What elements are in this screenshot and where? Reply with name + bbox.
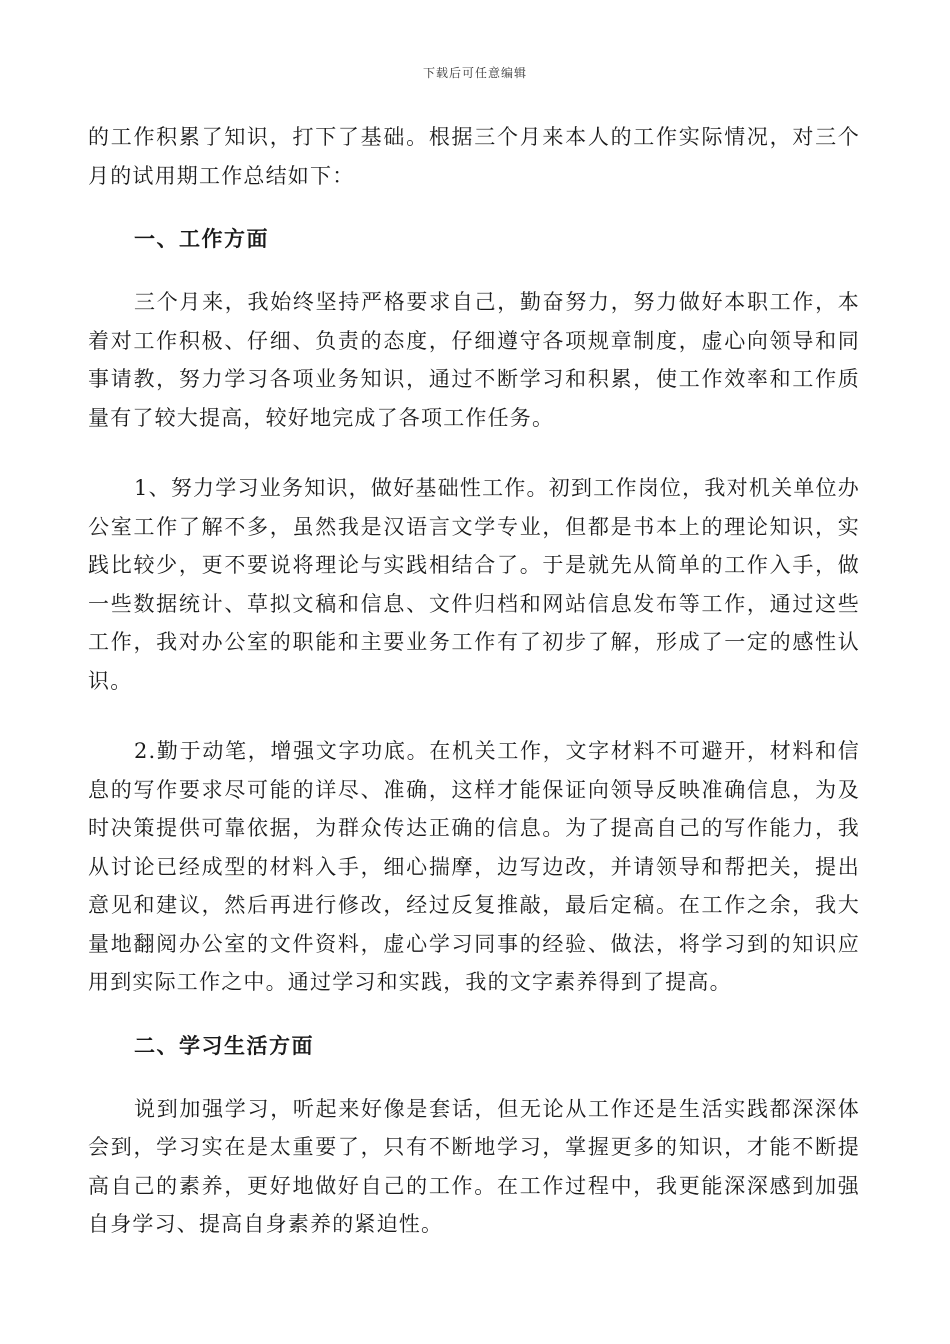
section-1-paragraph-2: 1、努力学习业务知识，做好基础性工作。初到工作岗位，我对机关单位办公室工作了解不多，虽然我是汉语言文学专业，但都是书本上的理论知识，实践比较少，更不要说将理论与实践相结合了。于是就先从简单的工作入手，做一些数据统计、草拟文稿和信息、文件归档和网站信息发布等工作，通过这些工作，我对办公室的职能和主要业务工作有了初步了解，形成了一定的感性认识。 (88, 476, 860, 693)
section-1-paragraph-1: 三个月来，我始终坚持严格要求自己，勤奋努力，努力做好本职工作，本着对工作积极、仔细、负责的态度，仔细遵守各项规章制度，虚心向领导和同事请教，努力学习各项业务知识，通过不断学习和积累，使工作效率和工作质量有了较大提高，较好地完成了各项工作任务。 (88, 290, 860, 430)
intro-paragraph: 的工作积累了知识，打下了基础。根据三个月来本人的工作实际情况，对三个月的试用期工作总结如下： (88, 125, 860, 188)
section-2-paragraph-1: 说到加强学习，听起来好像是套话，但无论从工作还是生活实践都深深体会到，学习实在是太重要了，只有不断地学习，掌握更多的知识，才能不断提高自己的素养，更好地做好自己的工作。在工作过程中，我更能深深感到加强自身学习、提高自身素养的紧迫性。 (88, 1096, 860, 1236)
section-2-title: 二、学习生活方面 (134, 1033, 314, 1058)
header-note: 下载后可任意编辑 (422, 66, 527, 80)
section-1-title: 一、工作方面 (134, 227, 269, 251)
section-1-paragraph-3: 2.勤于动笔，增强文字功底。在机关工作，文字材料不可避开，材料和信息的写作要求尽可能的详尽、准确，这样才能保证向领导反映准确信息，为及时决策提供可靠依据，为群众传达正确的信息。为了提高自己的写作能力，我从讨论已经成型的材料入手，细心揣摩，边写边改，并请领导和帮把关，提出意见和建议，然后再进行修改，经过反复推敲，最后定稿。在工作之余，我大量地翻阅办公室的文件资料，虚心学习同事的经验、做法，将学习到的知识应用到实际工作之中。通过学习和实践，我的文字素养得到了提高。 (88, 739, 860, 994)
document-body (88, 118, 860, 1244)
